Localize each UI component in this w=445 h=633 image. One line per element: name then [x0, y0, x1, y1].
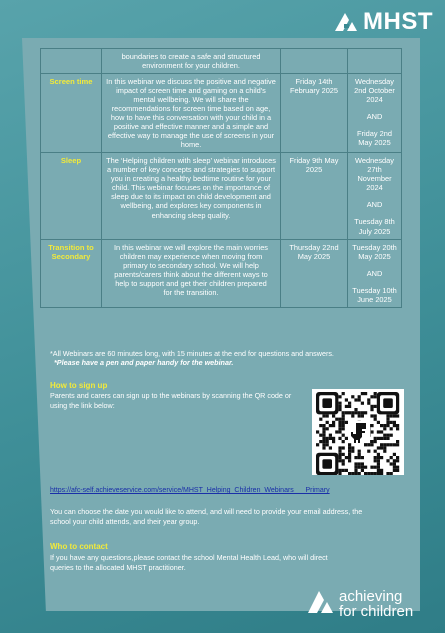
- description-cell: In this webinar we will explore the main worries children may experience when moving from primary to secondary school. We will help parents/carers think about the different ways to help to support and get their children prepared for the transition.: [102, 239, 281, 307]
- table-row: [41, 239, 402, 307]
- signup-qr-code[interactable]: [312, 389, 404, 475]
- category-cell: Transition to Secondary: [41, 239, 102, 307]
- afc-logo-text: achieving for children: [339, 588, 414, 620]
- duration-note: *All Webinars are 60 minutes long, with 15 minutes at the end for questions and answers.: [50, 349, 334, 358]
- mhst-logo-icon: [333, 11, 359, 33]
- date-option: Tuesday 10th June 2025: [352, 285, 397, 304]
- and-label: AND: [366, 200, 383, 210]
- and-label: AND: [366, 112, 383, 122]
- description-cell: The ‘Helping children with sleep’ webinar introduces a number of key concepts and strategies to support you in creating a healthy bedtime routine for your child. This webinar focuses on the importance of sleep due to its impact on child development and wellbeing, and explores key components in enhancing sleep quality.: [102, 153, 281, 239]
- webinar-notes: [50, 349, 410, 367]
- signup-heading: How to sign up: [50, 381, 108, 390]
- category-cell: [41, 49, 102, 74]
- choose-date-text: You can choose the date you would like to attend, and will need to provide your email address, the school your child attends, and their year group.: [50, 507, 363, 526]
- signup-text: Parents and carers can sign up to the webinars by scanning the QR code or using the link below:: [50, 391, 292, 410]
- mhst-logo: [333, 8, 433, 36]
- and-label: AND: [366, 268, 383, 278]
- contact-text: If you have any questions,please contact the school Mental Health Lead, who will direct queries to the allocated MHST practitioner.: [50, 553, 328, 572]
- date-cell: Friday 9th May 2025: [281, 153, 348, 239]
- contact-heading: Who to contact: [50, 542, 108, 551]
- description-cell: boundaries to create a safe and structured environment for your children.: [102, 49, 281, 74]
- date-cell: Thursday 22nd May 2025: [281, 239, 348, 307]
- date-option: Tuesday 8th July 2025: [354, 217, 395, 236]
- category-cell: Screen time: [41, 74, 102, 153]
- date-cell: [348, 153, 402, 239]
- pen-paper-note: *Please have a pen and paper handy for the webinar.: [54, 358, 234, 367]
- description-cell: In this webinar we discuss the positive and negative impact of screen time and gaming on a child's mental wellbeing. We will share the recommendations for screen time based on age, how to have this conversation with your child in a positive and effective manner and a simple and effective way to manage the use of screens in your home.: [102, 74, 281, 153]
- date-option: Friday 2nd May 2025: [357, 129, 392, 148]
- table-row: [41, 74, 402, 153]
- date-cell: [348, 74, 402, 153]
- table-row: [41, 49, 402, 74]
- category-cell: Sleep: [41, 153, 102, 239]
- afc-logo-icon: [306, 589, 334, 620]
- webinar-table: [40, 48, 402, 308]
- achieving-for-children-logo: [306, 589, 413, 620]
- table-row: [41, 153, 402, 239]
- date-cell: Friday 14th February 2025: [281, 74, 348, 153]
- date-cell: [281, 49, 348, 74]
- signup-link[interactable]: https://afc-self.achieveservice.com/service/MHST_Helping_Children_Webinars___Primary: [50, 487, 330, 494]
- date-option: Wednesday 27th November 2024: [355, 156, 394, 193]
- date-option: Tuesday 20th May 2025: [352, 242, 397, 261]
- mhst-logo-text: MHST: [363, 8, 433, 35]
- date-cell: [348, 239, 402, 307]
- date-cell: [348, 49, 402, 74]
- date-option: Wednesday 2nd October 2024: [354, 77, 395, 105]
